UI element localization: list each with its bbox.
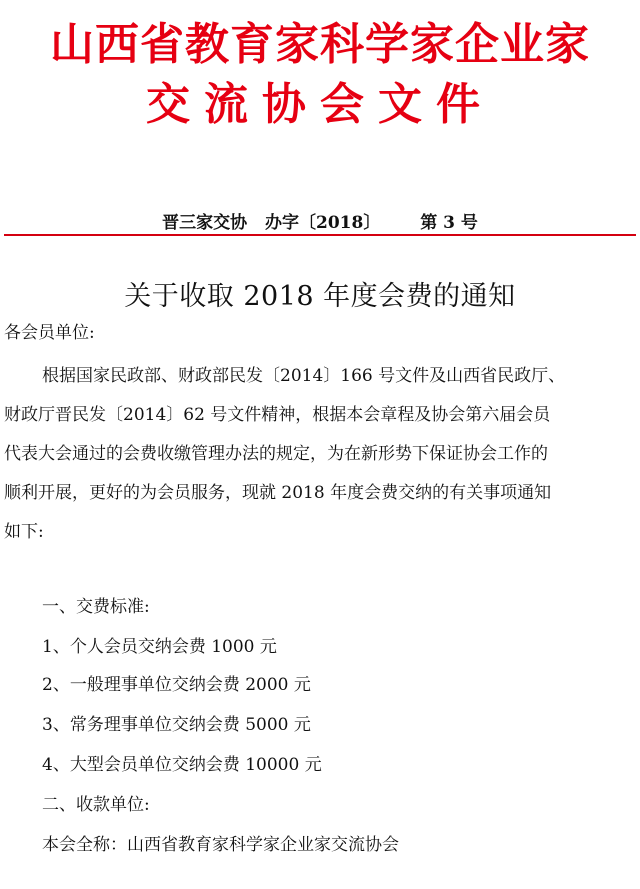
- masthead-title-line2: 交流协会文件: [146, 79, 494, 130]
- masthead-title-line1: 山西省教育家科学家企业家: [50, 19, 590, 70]
- fee-item: 2、一般理事单位交纳会费 2000 元: [42, 675, 311, 695]
- red-divider: [4, 234, 636, 236]
- intro-line: 财政厅晋民发〔2014〕62 号文件精神，根据本会章程及协会第六届会员: [4, 405, 551, 425]
- fee-item: 1、个人会员交纳会费 1000 元: [42, 637, 277, 657]
- intro-paragraph: [4, 357, 632, 552]
- intro-line: 代表大会通过的会费收缴管理办法的规定，为在新形势下保证协会工作的: [4, 444, 548, 464]
- fee-item: 3、常务理事单位交纳会费 5000 元: [42, 715, 311, 735]
- section1-heading: 一、交费标准:: [42, 597, 150, 617]
- association-full-name: 本会全称：山西省教育家科学家企业家交流协会: [42, 835, 399, 855]
- section2-heading: 二、收款单位:: [42, 795, 150, 815]
- intro-line: 如下:: [4, 522, 44, 542]
- doc-prefix: 晋三家交协: [162, 213, 248, 233]
- fee-item: 4、大型会员单位交纳会费 10000 元: [42, 755, 322, 775]
- document-number: [0, 208, 640, 233]
- salutation: 各会员单位:: [4, 323, 95, 343]
- intro-line: 根据国家民政部、财政部民发〔2014〕166 号文件及山西省民政厅、: [42, 366, 566, 386]
- doc-number: 第 3 号: [420, 213, 478, 233]
- notice-title: 关于收取 2018 年度会费的通知: [124, 281, 516, 312]
- intro-line: 顺利开展，更好的为会员服务，现就 2018 年度会费交纳的有关事项通知: [4, 483, 552, 503]
- doc-office: 办字〔2018〕: [265, 213, 381, 233]
